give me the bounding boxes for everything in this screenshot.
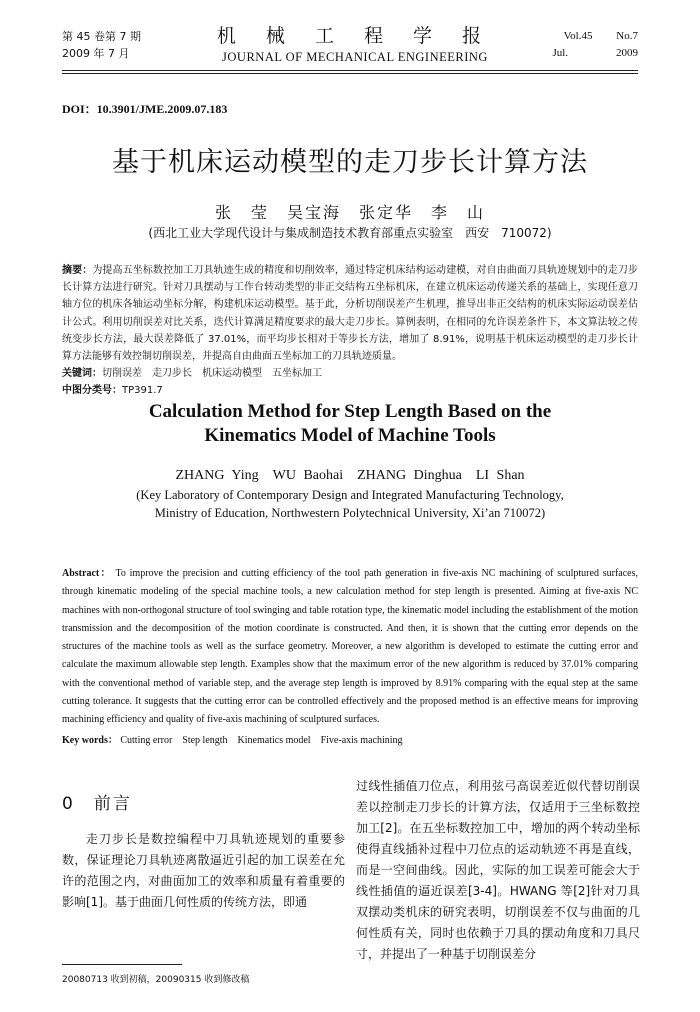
abstract-en-text: To improve the precision and cutting efficiency of the tool path generation in five-axis NC machining of sculptured surfaces, through kinematic modeling of the special machine tools, a new calculation method for step length is presented. Aiming at five-axis NC machines with non-orthogonal structure of tool swinging and table rotation type, the kinematic model including the establishment of the motion transmission and the decomposition of the motion coordinate is constructed. And then, it is shown that the cutting error depends on the structures of the machine tools as well as the surface geometry. Moreover, a new algorithm is developed to estimate the cutting error and calculate the maximum allowable step length. Examples show that the maximum error of the new algorithm is reduced by 37.01% comparing with the conventional method of variable step, and the average step length is improved by 8.91% comparing with the equal step at the same cutting tolerance. It suggests that the cutting error can be controlled effectively and the proposed method is an effective means for improving machining efficiency and quality of five-axis machining of sculptured surfaces. <box>62 568 638 726</box>
year-en: 2009 <box>616 47 638 59</box>
keywords-en-label: Key words： <box>62 735 118 746</box>
header-rule-top <box>62 70 638 71</box>
abstract-en-label: Abstract： <box>62 568 112 579</box>
month-en: Jul. <box>552 47 569 59</box>
body-paragraph-right: 过线性插值刀位点，利用弦弓高误差近似代替切削误差以控制走刀步长的计算方法，仅适用于三坐标数控加工[2]。在五坐标数控加工中，增加的两个转动坐标使得直线插补过程中刀位点的运动轨迹不再是直线，而是一空间曲线。因此，实际的加工误差可能会大于线性插值的逼近误差[3-4]。HWANG 等[2]针对刀具双摆动类机床的研究表明，切削误差不仅与曲面的几何性质有关，同时也依赖于刀具的摆动角度和刀具尺寸，并提出了一种基于切削误差分 <box>356 779 640 961</box>
body-paragraph-left: 走刀步长是数控编程中刀具轨迹规划的重要参数，保证理论刀具轨迹离散逼近引起的加工误差在允许的范围之内，对曲面加工的效率和质量有着重要的影响[1]。基于曲面几何性质的传统方法，即通 <box>62 832 345 909</box>
volume-cn: 第 45 卷第 7 期 <box>62 30 141 43</box>
journal-name <box>212 24 498 66</box>
keywords-cn <box>62 365 638 382</box>
volume-en: Vol.45 <box>563 30 593 42</box>
journal-name-en: JOURNAL OF MECHANICAL ENGINEERING <box>222 50 488 64</box>
footnote-rule <box>62 964 182 965</box>
abstract-cn-label: 摘要： <box>62 265 93 276</box>
classification-cn-value: TP391.7 <box>122 385 163 397</box>
body-column-left <box>62 784 345 913</box>
abstract-cn-body <box>62 262 638 365</box>
affiliation-en-line-1: (Key Laboratory of Contemporary Design and Integrated Manufacturing Technology, <box>136 488 564 502</box>
section-heading: 0 前言 <box>62 794 132 814</box>
affiliation-en-line-2: Ministry of Education, Northwestern Polytechnical University, Xi’an 710072) <box>154 506 546 520</box>
abstract-cn <box>62 262 638 400</box>
authors-en: ZHANG Ying WU Baohai ZHANG Dinghua LI Shan <box>175 468 525 483</box>
keywords-en-text: Cutting error Step length Kinematics model Five-axis machining <box>120 735 403 746</box>
issue-info-cn <box>62 28 141 62</box>
affiliation-en <box>0 486 700 522</box>
body-column-right <box>356 776 640 965</box>
classification-cn <box>62 382 638 399</box>
journal-header <box>62 24 638 70</box>
title-cn: 基于机床运动模型的走刀步长计算方法 <box>112 147 588 178</box>
header-rule-bottom <box>62 73 638 74</box>
keywords-cn-text: 切削误差 走刀步长 机床运动模型 五坐标加工 <box>102 368 322 380</box>
keywords-cn-label: 关键词： <box>62 368 102 380</box>
abstract-cn-text: 为提高五坐标数控加工刀具轨迹生成的精度和切削效率，通过特定机床结构运动建模，对自由曲面刀具轨迹规划中的走刀步长计算方法进行研究。针对刀具摆动与工作台转动类型的非正交结构五坐标机床，在建立机床运动传递关系的基础上，实现任意刀轴方位的机床各轴运动坐标分解，构建机床运动模型。基于此，分析切削误差产生机理，推导出非正交结构的机床实际运动误差估计公式。利用切削误差对比关系，迭代计算满足精度要求的最大走刀步长。算例表明，在相同的允许误差条件下，本文算法较之传统变步长方法，最大误差降低了 37.01%，而平均步长相对于等步长方法，增加了 8.91%，说明基于机床运动模型的走刀步长计算方法能够有效控制切削误差，并提高自由曲面五坐标加工的刀具轨迹质量。 <box>62 265 639 363</box>
title-en: Calculation Method for Step Length Based on the Kinematics Model of Machine Tools <box>148 401 552 446</box>
authors-cn: 张 莹 吴宝海 张定华 李 山 <box>214 203 485 222</box>
date-cn: 2009 年 7 月 <box>62 47 130 60</box>
affiliation-cn: (西北工业大学现代设计与集成制造技术教育部重点实验室 西安 710072) <box>148 226 552 240</box>
number-en: No.7 <box>616 30 638 42</box>
journal-name-cn: 机 械 工 程 学 报 <box>216 25 494 47</box>
keywords-en <box>62 731 638 746</box>
abstract-en <box>62 565 638 730</box>
issue-info-en <box>553 28 639 62</box>
classification-cn-label: 中图分类号： <box>62 385 122 397</box>
footnote: 20080713 收到初稿，20090315 收到修改稿 <box>62 975 250 985</box>
doi[interactable]: DOI：10.3901/JME.2009.07.183 <box>62 102 228 116</box>
